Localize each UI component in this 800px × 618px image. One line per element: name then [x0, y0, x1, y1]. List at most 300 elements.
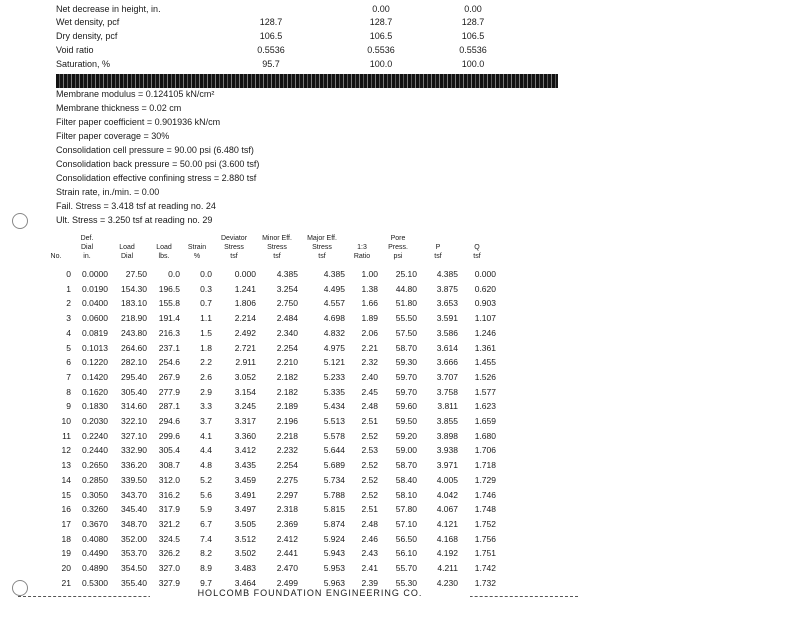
table-cell: 317.9: [158, 504, 180, 515]
table-cell: 0.0600: [82, 313, 108, 324]
table-cell: 1.732: [474, 577, 496, 588]
table-cell: 1.38: [361, 283, 378, 294]
table-cell: 316.2: [158, 489, 180, 500]
table-cell: 0.000: [474, 269, 496, 279]
table-cell: 14: [61, 474, 71, 485]
table-cell: 1.718: [474, 460, 496, 471]
table-header-line: lbs.: [158, 253, 170, 260]
table-cell: 1.8: [200, 342, 212, 353]
table-cell: 5.953: [323, 563, 345, 573]
table-cell: 3.245: [234, 401, 256, 412]
property-label: Saturation, %: [56, 59, 111, 69]
table-cell: 2.470: [276, 563, 298, 573]
property-value: 106.5: [369, 31, 393, 41]
table-cell: 353.70: [121, 548, 147, 559]
table-header-line: Pore: [390, 235, 406, 242]
table-cell: 16: [61, 504, 71, 515]
table-cell: 5.335: [323, 386, 345, 397]
table-cell: 3.971: [436, 460, 458, 471]
table-cell: 5.874: [323, 518, 345, 529]
table-cell: 3.875: [436, 283, 458, 294]
table-cell: 2.53: [361, 445, 378, 456]
table-cell: 1.66: [361, 298, 378, 309]
table-cell: 3.666: [436, 357, 458, 368]
property-label: Void ratio: [56, 45, 94, 55]
table-header-line: tsf: [473, 253, 481, 260]
table-cell: 218.90: [121, 313, 147, 324]
table-cell: 282.10: [121, 357, 147, 368]
table-cell: 0.4080: [82, 533, 108, 544]
table-cell: 27.50: [125, 269, 147, 279]
table-cell: 56.50: [395, 533, 417, 544]
property-value: 95.7: [262, 59, 280, 69]
table-cell: 59.00: [395, 445, 417, 456]
table-cell: 3.811: [437, 401, 458, 412]
table-cell: 1.526: [474, 371, 496, 382]
table-cell: 2.297: [276, 489, 298, 500]
table-cell: 5.963: [323, 577, 345, 588]
table-cell: 57.10: [395, 518, 417, 529]
table-cell: 3.502: [234, 548, 256, 559]
table-cell: 1.1: [200, 313, 212, 324]
table-header-1: [66, 234, 108, 261]
table-cell: 57.50: [395, 327, 417, 338]
table-header-line: P: [435, 244, 441, 251]
table-cell: 3.464: [234, 577, 256, 588]
table-cell: 0.0819: [82, 327, 108, 338]
table-cell: 5.924: [323, 533, 345, 544]
table-cell: 2.51: [361, 416, 378, 426]
table-cell: 183.10: [121, 298, 147, 309]
table-cell: 8.9: [200, 563, 212, 573]
section-divider-band: [56, 74, 558, 88]
table-cell: 3.591: [436, 313, 458, 324]
table-cell: 2.48: [361, 518, 378, 529]
table-cell: 1.751: [474, 548, 496, 559]
table-cell: 58.40: [395, 474, 417, 485]
table-cell: 2.214: [234, 313, 256, 324]
table-cell: 2.21: [361, 342, 378, 353]
table-header-line: tsf: [434, 253, 442, 260]
table-header-line: No.: [50, 253, 62, 260]
table-cell: 2.484: [276, 313, 298, 324]
parameter-line: Consolidation back pressure = 50.00 psi (3.600 tsf): [56, 159, 260, 169]
table-cell: 277.9: [158, 386, 180, 397]
property-label: Dry density, pcf: [56, 31, 118, 41]
table-cell: 0.7: [200, 298, 212, 309]
table-cell: 254.6: [158, 357, 180, 368]
property-value: 100.0: [369, 59, 393, 69]
table-cell: 5.943: [323, 548, 345, 559]
table-cell: 3: [66, 313, 71, 324]
parameter-line: Strain rate, in./min. = 0.00: [56, 187, 160, 197]
table-cell: 4.005: [436, 474, 458, 485]
table-cell: 1.623: [474, 401, 496, 412]
table-cell: 3.435: [234, 460, 256, 471]
parameter-line: Consolidation cell pressure = 90.00 psi (6.480 tsf): [56, 145, 254, 155]
table-header-7: [299, 234, 345, 261]
table-cell: 3.707: [436, 371, 458, 382]
table-cell: 1.746: [474, 489, 496, 500]
table-cell: 2.318: [276, 504, 298, 515]
table-cell: 2.51: [361, 504, 378, 515]
table-cell: 155.8: [158, 298, 180, 309]
table-header-line: Dial: [80, 244, 94, 251]
table-cell: 354.50: [121, 563, 147, 573]
table-cell: 5: [66, 342, 71, 353]
table-cell: 1.752: [474, 518, 496, 529]
table-cell: 2.911: [235, 357, 256, 368]
table-cell: 0.903: [474, 298, 496, 309]
table-cell: 15: [61, 489, 71, 500]
table-cell: 57.80: [395, 504, 417, 515]
table-cell: 3.3: [200, 401, 212, 412]
table-cell: 1.742: [474, 563, 496, 573]
table-cell: 18: [61, 533, 71, 544]
table-cell: 4.385: [436, 269, 458, 279]
table-cell: 2.40: [361, 371, 378, 382]
table-header-4: [182, 243, 212, 261]
table-cell: 3.483: [234, 563, 256, 573]
property-value: 0.00: [464, 4, 482, 14]
table-cell: 3.317: [234, 416, 256, 426]
table-cell: 2.6: [200, 371, 212, 382]
table-cell: 5.9: [200, 504, 212, 515]
table-cell: 3.855: [436, 416, 458, 426]
table-header-2: [107, 243, 147, 261]
table-cell: 3.360: [234, 430, 256, 441]
table-cell: 1.5: [200, 327, 212, 338]
table-cell: 4.698: [323, 313, 345, 324]
table-cell: 2.412: [276, 533, 298, 544]
table-cell: 1.455: [474, 357, 496, 368]
table-cell: 2.340: [276, 327, 298, 338]
table-cell: 55.70: [395, 563, 417, 573]
table-cell: 1.806: [234, 298, 256, 309]
table-header-3: [148, 243, 180, 261]
table-cell: 0.1013: [82, 342, 108, 353]
table-cell: 305.40: [121, 386, 147, 397]
table-cell: 2.492: [234, 327, 256, 338]
table-cell: 5.644: [323, 445, 345, 456]
table-cell: 3.491: [234, 489, 256, 500]
table-cell: 5.815: [323, 504, 345, 515]
property-label: Wet density, pcf: [56, 17, 120, 27]
table-cell: 2.39: [361, 577, 378, 588]
table-cell: 5.734: [323, 474, 345, 485]
table-cell: 2.499: [276, 577, 298, 588]
table-cell: 13: [61, 460, 71, 471]
property-value: 106.5: [461, 31, 485, 41]
table-cell: 3.412: [234, 445, 256, 456]
table-header-line: 1:3: [357, 244, 367, 251]
table-cell: 1.107: [474, 313, 496, 324]
table-cell: 2.52: [361, 474, 378, 485]
table-cell: 1.361: [474, 342, 496, 353]
table-cell: 352.00: [121, 533, 147, 544]
table-cell: 2.9: [200, 386, 212, 397]
table-header-5: [212, 234, 256, 261]
table-cell: 0.2440: [82, 445, 108, 456]
company-footer: HOLCOMB FOUNDATION ENGINEERING CO.: [150, 588, 470, 598]
table-cell: 0.5300: [82, 577, 108, 588]
table-cell: 2.254: [276, 460, 298, 471]
table-cell: 0.1420: [82, 371, 108, 382]
table-cell: 0.2650: [82, 460, 108, 471]
table-cell: 1.577: [474, 386, 496, 397]
table-cell: 5.233: [323, 371, 345, 382]
table-cell: 0.0: [168, 269, 180, 279]
table-header-6: [256, 234, 298, 261]
table-cell: 19: [61, 548, 71, 559]
table-cell: 4.192: [436, 548, 458, 559]
table-cell: 5.121: [323, 357, 345, 368]
table-header-line: tsf: [273, 253, 281, 260]
table-cell: 2.41: [361, 563, 378, 573]
table-cell: 237.1: [158, 342, 180, 353]
table-cell: 327.9: [158, 577, 180, 588]
table-cell: 2: [66, 298, 71, 309]
table-header-line: Press.: [388, 244, 408, 251]
table-cell: 4.4: [200, 445, 212, 456]
table-cell: 10: [61, 416, 71, 426]
table-cell: 20: [61, 563, 71, 573]
table-cell: 312.0: [158, 474, 180, 485]
parameter-line: Membrane modulus = 0.124105 kN/cm²: [56, 89, 215, 99]
table-cell: 0.2030: [82, 416, 108, 426]
table-cell: 2.48: [361, 401, 378, 412]
property-value: 0.00: [372, 4, 390, 14]
table-cell: 0.0: [200, 269, 212, 279]
table-cell: 0.3260: [82, 504, 108, 515]
table-cell: 17: [61, 518, 71, 529]
table-header-line: Q: [474, 244, 480, 251]
property-row: [56, 45, 576, 59]
table-cell: 332.90: [121, 445, 147, 456]
table-cell: 3.614: [436, 342, 458, 353]
table-cell: 5.788: [323, 489, 345, 500]
table-cell: 267.9: [158, 371, 180, 382]
table-cell: 4.230: [436, 577, 458, 588]
table-cell: 58.70: [395, 460, 417, 471]
table-cell: 3.512: [234, 533, 256, 544]
table-header-line: Load: [119, 244, 135, 251]
table-cell: 2.06: [361, 327, 378, 338]
table-cell: 51.80: [395, 298, 417, 309]
property-value: 128.7: [369, 17, 393, 27]
table-cell: 3.758: [436, 386, 458, 397]
table-header-11: [458, 243, 496, 261]
table-cell: 0.3050: [82, 489, 108, 500]
parameter-line: Ult. Stress = 3.250 tsf at reading no. 29: [56, 215, 213, 225]
table-cell: 44.80: [395, 283, 417, 294]
table-cell: 59.50: [395, 416, 417, 426]
property-value: 106.5: [259, 31, 283, 41]
table-header-line: Load: [156, 244, 172, 251]
table-cell: 58.70: [395, 342, 417, 353]
table-cell: 2.52: [361, 430, 378, 441]
table-cell: 2.52: [361, 489, 378, 500]
property-value: 100.0: [461, 59, 485, 69]
table-cell: 58.10: [395, 489, 417, 500]
table-cell: 196.5: [158, 283, 180, 294]
table-cell: 11: [62, 430, 71, 441]
table-cell: 12: [61, 445, 71, 456]
table-cell: 4.1: [200, 430, 212, 441]
table-cell: 2.189: [276, 401, 298, 412]
table-cell: 59.70: [395, 371, 417, 382]
table-cell: 1.680: [474, 430, 496, 441]
table-cell: 243.80: [121, 327, 147, 338]
table-cell: 0.1620: [82, 386, 108, 397]
table-cell: 5.2: [200, 474, 212, 485]
table-cell: 264.60: [121, 342, 147, 353]
table-header-line: Def.: [80, 235, 94, 242]
table-cell: 294.6: [158, 416, 180, 426]
table-cell: 3.497: [234, 504, 256, 515]
property-value: 0.5536: [367, 45, 395, 55]
table-header-line: %: [193, 253, 201, 260]
table-header-line: Stress: [267, 244, 287, 251]
table-cell: 2.32: [361, 357, 378, 368]
table-header-line: Deviator: [220, 235, 248, 242]
table-header-line: Strain: [187, 244, 207, 251]
table-header-line: Ratio: [353, 253, 371, 260]
table-cell: 25.10: [395, 269, 417, 279]
table-cell: 2.750: [276, 298, 298, 309]
table-cell: 1.748: [474, 504, 496, 515]
table-cell: 59.70: [395, 386, 417, 397]
table-header-line: Major Eff.: [307, 235, 337, 242]
table-cell: 3.586: [436, 327, 458, 338]
table-cell: 216.3: [158, 327, 180, 338]
table-header-line: in.: [83, 253, 91, 260]
table-cell: 21: [61, 577, 71, 588]
property-row: [56, 4, 576, 18]
table-cell: 1.00: [361, 269, 378, 279]
table-header-line: tsf: [318, 253, 326, 260]
table-cell: 2.232: [276, 445, 298, 456]
table-cell: 336.20: [121, 460, 147, 471]
table-header-line: Minor Eff.: [262, 235, 292, 242]
punch-hole: [12, 213, 28, 229]
table-cell: 5.689: [323, 460, 345, 471]
table-cell: 322.10: [121, 416, 147, 426]
parameter-line: Fail. Stress = 3.418 tsf at reading no. 24: [56, 201, 216, 211]
table-cell: 59.20: [395, 430, 417, 441]
table-cell: 295.40: [121, 371, 147, 382]
table-cell: 0.2850: [82, 474, 108, 485]
table-cell: 2.45: [361, 386, 378, 397]
table-cell: 1.89: [361, 313, 378, 324]
table-cell: 2.275: [276, 474, 298, 485]
table-cell: 3.7: [200, 416, 212, 426]
table-cell: 3.052: [234, 371, 256, 382]
table-cell: 3.254: [276, 283, 298, 294]
property-value: 128.7: [259, 17, 283, 27]
table-cell: 8.2: [200, 548, 212, 559]
table-cell: 2.182: [276, 371, 298, 382]
table-cell: 1.729: [474, 474, 496, 485]
table-cell: 0.1220: [82, 357, 108, 368]
table-cell: 4.067: [436, 504, 458, 515]
table-cell: 321.2: [158, 518, 180, 529]
table-cell: 0.0000: [82, 269, 108, 279]
table-cell: 2.218: [276, 430, 298, 441]
table-cell: 154.30: [121, 283, 147, 294]
table-cell: 2.2: [200, 357, 212, 368]
table-cell: 6: [66, 357, 71, 368]
table-cell: 4.211: [437, 563, 458, 573]
table-cell: 327.10: [121, 430, 147, 441]
table-cell: 2.52: [361, 460, 378, 471]
table-cell: 1.756: [474, 533, 496, 544]
table-header-line: Stress: [312, 244, 332, 251]
table-cell: 7.4: [200, 533, 212, 544]
table-cell: 1.241: [234, 283, 256, 294]
table-cell: 0.0400: [82, 298, 108, 309]
table-cell: 348.70: [121, 518, 147, 529]
table-cell: 4.557: [323, 298, 345, 309]
parameter-line: Consolidation effective confining stress = 2.880 tsf: [56, 173, 257, 183]
table-cell: 5.434: [323, 401, 345, 412]
table-cell: 9.7: [200, 577, 212, 588]
property-value: 128.7: [461, 17, 485, 27]
table-cell: 6.7: [200, 518, 212, 529]
table-header-line: Stress: [224, 244, 244, 251]
property-row: [56, 59, 576, 73]
table-cell: 2.369: [276, 518, 298, 529]
table-cell: 4.8: [200, 460, 212, 471]
property-value: 0.5536: [459, 45, 487, 55]
punch-hole: [12, 580, 28, 596]
table-cell: 1: [66, 283, 71, 294]
table-cell: 0: [66, 269, 71, 279]
table-cell: 4: [66, 327, 71, 338]
table-cell: 0.4890: [82, 563, 108, 573]
table-header-line: tsf: [230, 253, 238, 260]
table-cell: 287.1: [158, 401, 180, 412]
table-header-8: [346, 243, 378, 261]
table-cell: 2.210: [276, 357, 298, 368]
table-header-line: Dial: [120, 253, 134, 260]
table-cell: 0.620: [474, 283, 496, 294]
table-cell: 9: [66, 401, 71, 412]
parameter-line: Membrane thickness = 0.02 cm: [56, 103, 182, 113]
table-cell: 343.70: [121, 489, 147, 500]
table-cell: 314.60: [121, 401, 147, 412]
table-cell: 4.495: [323, 283, 345, 294]
table-cell: 0.0190: [82, 283, 108, 294]
table-cell: 327.0: [158, 563, 180, 573]
table-cell: 345.40: [121, 504, 147, 515]
table-cell: 2.254: [276, 342, 298, 353]
table-cell: 2.441: [276, 548, 298, 559]
table-cell: 3.898: [436, 430, 458, 441]
table-cell: 8: [66, 386, 71, 397]
table-cell: 324.5: [158, 533, 180, 544]
table-cell: 3.154: [234, 386, 256, 397]
table-cell: 191.4: [158, 313, 180, 324]
table-cell: 1.659: [474, 416, 496, 426]
table-cell: 0.3670: [82, 518, 108, 529]
table-cell: 0.2240: [82, 430, 108, 441]
table-cell: 4.121: [436, 518, 458, 529]
table-cell: 1.706: [474, 445, 496, 456]
table-cell: 4.385: [276, 269, 298, 279]
table-cell: 5.578: [323, 430, 345, 441]
table-cell: 339.50: [121, 474, 147, 485]
